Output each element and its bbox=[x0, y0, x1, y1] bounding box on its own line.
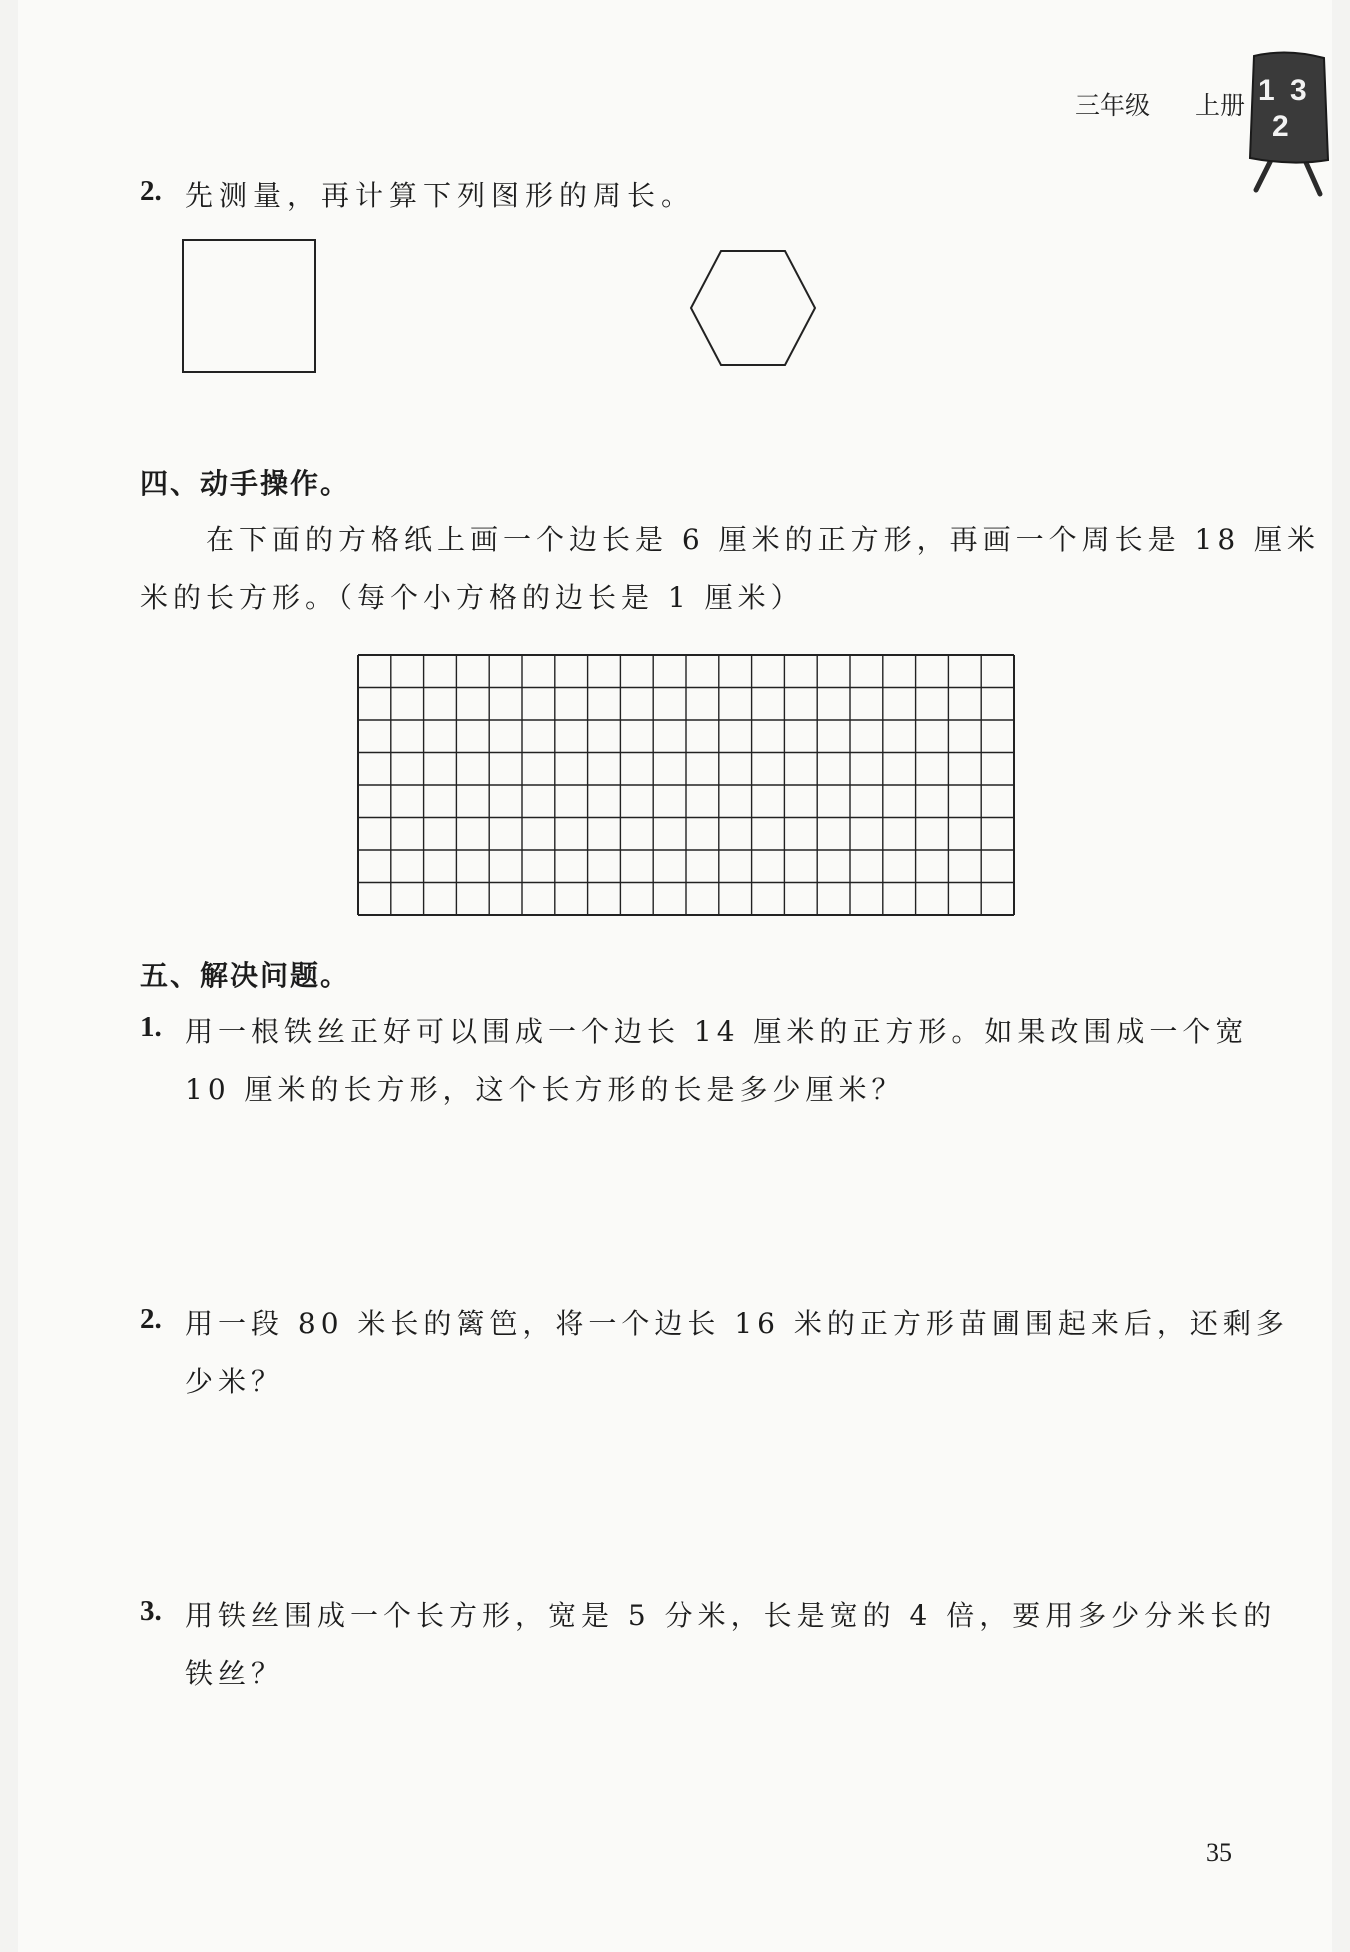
section-4-heading: 四、动手操作。 bbox=[140, 467, 351, 500]
hexagon-figure bbox=[685, 248, 825, 372]
blackboard-easel-icon bbox=[1242, 48, 1332, 198]
question-1-line-2: 10 厘米的长方形，这个长方形的长是多少厘米？ bbox=[185, 1073, 905, 1106]
volume-label: 上册 bbox=[1195, 91, 1246, 120]
question-2-line-2: 少米？ bbox=[185, 1365, 285, 1398]
question-1-line-1: 用一根铁丝正好可以围成一个边长 14 厘米的正方形。如果改围成一个宽 bbox=[185, 1015, 1249, 1048]
grade-label: 三年级 bbox=[1075, 91, 1151, 120]
logo-digit-1: 1 bbox=[1258, 74, 1275, 107]
square-figure bbox=[178, 234, 318, 374]
question-3-line-1: 用铁丝围成一个长方形，宽是 5 分米，长是宽的 4 倍，要用多少分米长的 bbox=[185, 1599, 1277, 1632]
logo-digit-3: 3 bbox=[1290, 74, 1307, 107]
section-5-heading: 五、解决问题。 bbox=[140, 959, 351, 992]
question-number: 2. bbox=[140, 175, 162, 207]
question-text: 先测量，再计算下列图形的周长。 bbox=[185, 179, 696, 212]
section-4-paragraph-line-2: 米的长方形。（每个小方格的边长是 1 厘米） bbox=[140, 581, 804, 614]
grid-lines bbox=[358, 655, 1014, 915]
question-1-number: 1. bbox=[140, 1011, 162, 1043]
question-3-number: 3. bbox=[140, 1595, 162, 1627]
page-number: 35 bbox=[1206, 1838, 1232, 1867]
section-4-paragraph-line-1: 在下面的方格纸上画一个边长是 6 厘米的正方形，再画一个周长是 18 厘米 bbox=[206, 523, 1321, 556]
question-2-number: 2. bbox=[140, 1303, 162, 1335]
logo-digit-2: 2 bbox=[1272, 110, 1289, 143]
question-2-line-1: 用一段 80 米长的篱笆，将一个边长 16 米的正方形苗圃围起来后，还剩多 bbox=[185, 1307, 1289, 1340]
question-3-line-2: 铁丝？ bbox=[185, 1657, 285, 1690]
grid-paper bbox=[354, 651, 1018, 919]
